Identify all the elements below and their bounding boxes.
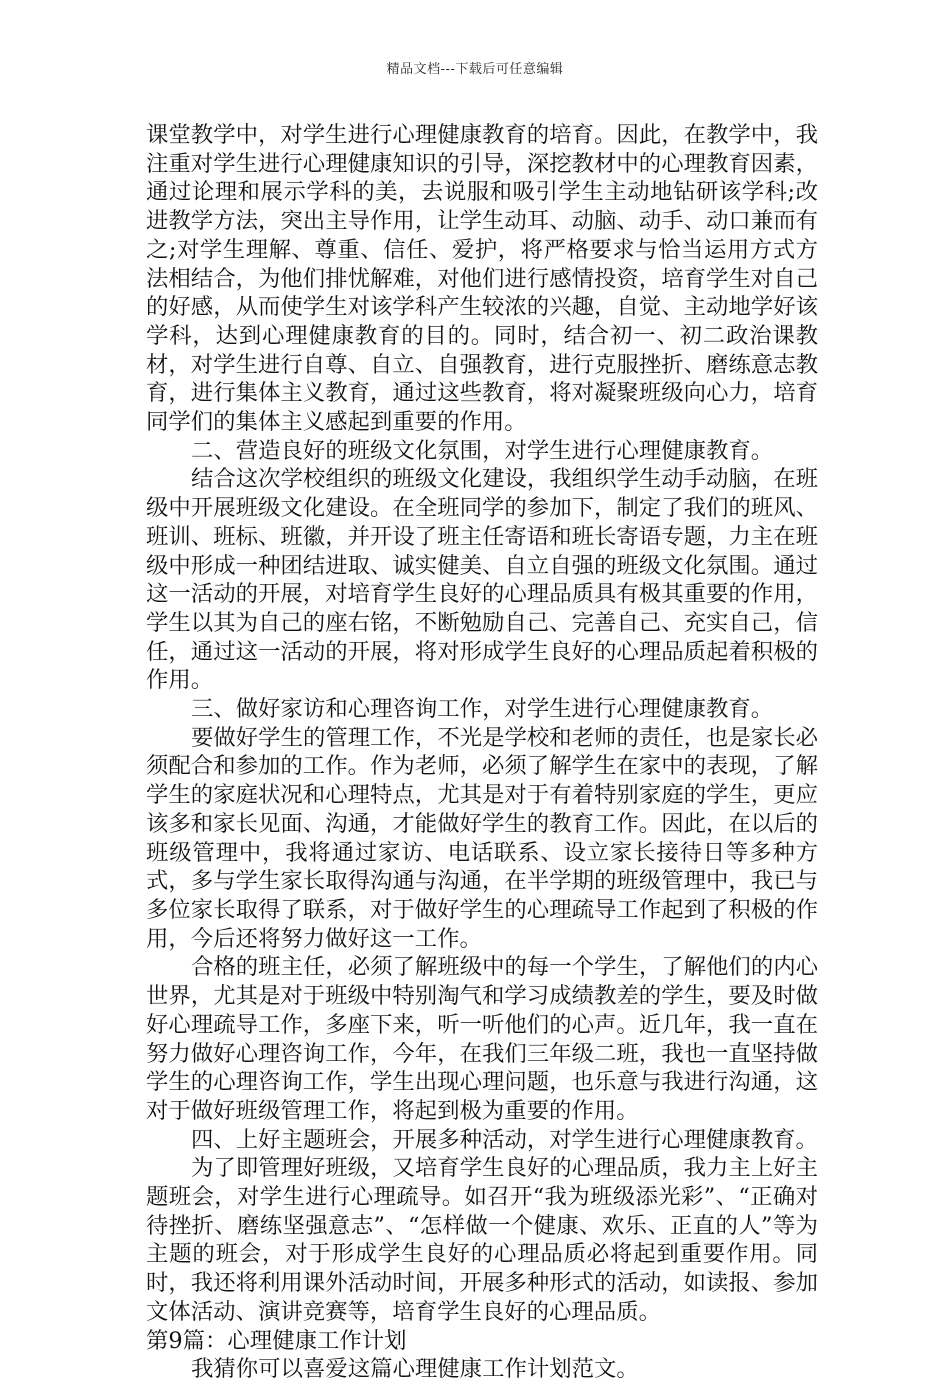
- section-heading: 四、上好主题班会，开展多种活动，对学生进行心理健康教育。: [191, 1126, 818, 1153]
- paragraph: 合格的班主任，必须了解班级中的每一个学生，了解他们的内心世界，尤其是对于班级中特别淘气和学习成绩教差的学生，要及时做好心理疏导工作，多座下来，听一听他们的心声。近几年，我一直在努力做好心理咨询工作，今年，在我们三年级二班，我也一直坚持做学生的心理咨询工作，学生出现心理问题，也乐意与我进行沟通，这对于做好班级管理工作，将起到极为重要的作用。: [146, 954, 818, 1124]
- paragraph: 为了即管理好班级，又培育学生良好的心理品质，我力主上好主题班会，对学生进行心理疏导。如召开“我为班级添光彩”、“正确对待挫折、磨练坚强意志”、“怎样做一个健康、欢乐、正直的人”等为主题的班会，对于形成学生良好的心理品质必将起到重要作用。同时，我还将利用课外活动时间，开展多种形式的活动，如读报、参加文体活动、演讲竞赛等，培育学生良好的心理品质。: [146, 1155, 818, 1325]
- paragraph: 结合这次学校组织的班级文化建设，我组织学生动手动脑，在班级中开展班级文化建设。在全班同学的参加下，制定了我们的班风、班训、班标、班徽，并开设了班主任寄语和班长寄语专题，力主在班级中形成一种团结进取、诚实健美、自立自强的班级文化氛围。通过这一活动的开展，对培育学生良好的心理品质具有极其重要的作用，学生以其为自己的座右铭，不断勉励自己、完善自己、充实自己，信任，通过这一活动的开展，将对形成学生良好的心理品质起着积极的作用。: [146, 466, 818, 694]
- section-heading: 三、做好家访和心理咨询工作，对学生进行心理健康教育。: [191, 696, 774, 723]
- document-body: [146, 121, 818, 1384]
- section-heading: 二、营造良好的班级文化氛围，对学生进行心理健康教育。: [191, 437, 774, 464]
- chapter-title: 第9篇：心理健康工作计划: [146, 1327, 407, 1354]
- paragraph: 课堂教学中，对学生进行心理健康教育的培育。因此，在教学中，我注重对学生进行心理健康知识的引导，深挖教材中的心理教育因素，通过论理和展示学科的美，去说服和吸引学生主动地钻研该学科;改进教学方法，突出主导作用，让学生动耳、动脑、动手、动口兼而有之;对学生理解、尊重、信任、爱护，将严格要求与恰当运用方式方法相结合，为他们排忧解难，对他们进行感情投资，培育学生对自己的好感，从而使学生对该学科产生较浓的兴趣，自觉、主动地学好该学科，达到心理健康教育的目的。同时，结合初一、初二政治课教材，对学生进行自尊、自立、自强教育，进行克服挫折、磨练意志教育，进行集体主义教育，通过这些教育，将对凝聚班级向心力，培育同学们的集体主义感起到重要的作用。: [146, 122, 818, 436]
- paragraph: 要做好学生的管理工作，不光是学校和老师的责任，也是家长必须配合和参加的工作。作为老师，必须了解学生在家中的表现，了解学生的家庭状况和心理特点，尤其是对于有着特别家庭的学生，更应该多和家长见面、沟通，才能做好学生的教育工作。因此，在以后的班级管理中，我将通过家访、电话联系、设立家长接待日等多种方式，多与学生家长取得沟通与沟通，在半学期的班级管理中，我已与多位家长取得了联系，对于做好学生的心理疏导工作起到了积极的作用，今后还将努力做好这一工作。: [146, 724, 818, 952]
- paragraph: 我猜你可以喜爱这篇心理健康工作计划范文。: [191, 1356, 639, 1383]
- page-header: 精品文档---下载后可任意编辑: [386, 62, 564, 77]
